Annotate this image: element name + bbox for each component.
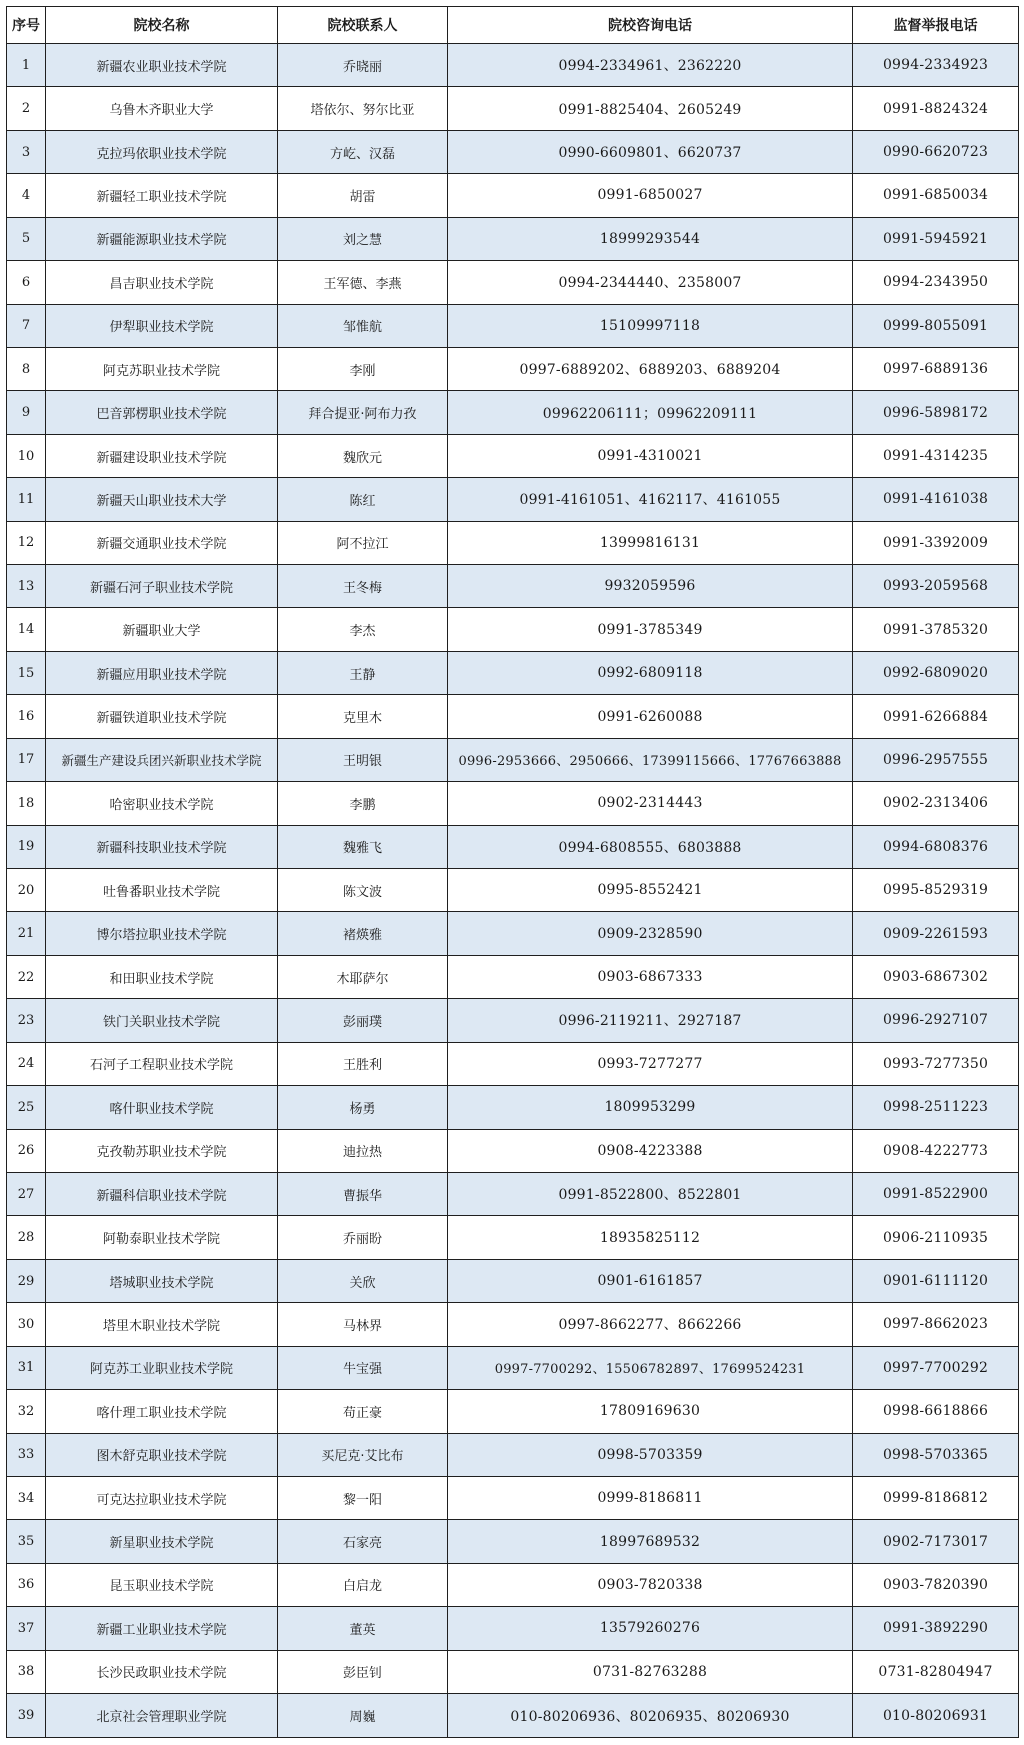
header-inquiry-phone: 院校咨询电话 xyxy=(448,7,853,44)
table-row xyxy=(7,1172,1019,1215)
report-phone: 0996-2957555 xyxy=(853,738,1019,781)
contact-person: 白启龙 xyxy=(278,1563,448,1606)
contact-person: 阿不拉江 xyxy=(278,521,448,564)
report-phone: 0902-2313406 xyxy=(853,782,1019,825)
row-index: 25 xyxy=(7,1086,46,1129)
header-school-name: 院校名称 xyxy=(46,7,278,44)
report-phone: 0903-6867302 xyxy=(853,955,1019,998)
inquiry-phone: 0996-2953666、2950666、17399115666、17767663888 xyxy=(448,738,853,781)
school-name: 新星职业技术学院 xyxy=(46,1520,278,1563)
report-phone: 0991-3392009 xyxy=(853,521,1019,564)
school-name: 铁门关职业技术学院 xyxy=(46,999,278,1042)
inquiry-phone: 0731-82763288 xyxy=(448,1650,853,1693)
row-index: 18 xyxy=(7,782,46,825)
table-row xyxy=(7,347,1019,390)
inquiry-phone: 0994-6808555、6803888 xyxy=(448,825,853,868)
contact-person: 董英 xyxy=(278,1607,448,1650)
row-index: 31 xyxy=(7,1346,46,1389)
inquiry-phone: 0991-3785349 xyxy=(448,608,853,651)
inquiry-phone: 0994-2334961、2362220 xyxy=(448,44,853,87)
table-row xyxy=(7,521,1019,564)
inquiry-phone: 18935825112 xyxy=(448,1216,853,1259)
contact-person: 李杰 xyxy=(278,608,448,651)
school-name: 新疆轻工职业技术学院 xyxy=(46,174,278,217)
report-phone: 0901-6111120 xyxy=(853,1259,1019,1302)
inquiry-phone: 0991-6850027 xyxy=(448,174,853,217)
table-row xyxy=(7,1346,1019,1389)
table-row xyxy=(7,825,1019,868)
table-row xyxy=(7,304,1019,347)
report-phone: 0997-8662023 xyxy=(853,1303,1019,1346)
table-row xyxy=(7,955,1019,998)
contact-person: 牛宝强 xyxy=(278,1346,448,1389)
contact-person: 褚煐雅 xyxy=(278,912,448,955)
report-phone: 0903-7820390 xyxy=(853,1563,1019,1606)
inquiry-phone: 0997-6889202、6889203、6889204 xyxy=(448,347,853,390)
table-row xyxy=(7,1042,1019,1085)
school-name: 新疆应用职业技术学院 xyxy=(46,651,278,694)
school-name: 新疆建设职业技术学院 xyxy=(46,434,278,477)
school-name: 北京社会管理职业学院 xyxy=(46,1694,278,1738)
contact-person: 魏雅飞 xyxy=(278,825,448,868)
table-row xyxy=(7,1086,1019,1129)
inquiry-phone: 13579260276 xyxy=(448,1607,853,1650)
report-phone: 0994-2334923 xyxy=(853,44,1019,87)
table-row xyxy=(7,1694,1019,1738)
school-name: 新疆天山职业技术大学 xyxy=(46,478,278,521)
contact-person: 拜合提亚·阿布力孜 xyxy=(278,391,448,434)
contact-person: 黎一阳 xyxy=(278,1476,448,1519)
school-name: 和田职业技术学院 xyxy=(46,955,278,998)
table-row xyxy=(7,565,1019,608)
contact-person: 彭臣钊 xyxy=(278,1650,448,1693)
report-phone: 0993-7277350 xyxy=(853,1042,1019,1085)
school-name: 喀什理工职业技术学院 xyxy=(46,1390,278,1433)
school-name: 新疆农业职业技术学院 xyxy=(46,44,278,87)
contact-person: 塔依尔、努尔比亚 xyxy=(278,87,448,130)
row-index: 5 xyxy=(7,217,46,260)
report-phone: 0991-3892290 xyxy=(853,1607,1019,1650)
report-phone: 0994-6808376 xyxy=(853,825,1019,868)
row-index: 37 xyxy=(7,1607,46,1650)
school-name: 博尔塔拉职业技术学院 xyxy=(46,912,278,955)
table-row xyxy=(7,1476,1019,1519)
school-name: 喀什职业技术学院 xyxy=(46,1086,278,1129)
contact-person: 刘之慧 xyxy=(278,217,448,260)
row-index: 6 xyxy=(7,261,46,304)
contact-person: 胡雷 xyxy=(278,174,448,217)
table-row xyxy=(7,912,1019,955)
report-phone: 0991-8522900 xyxy=(853,1172,1019,1215)
row-index: 4 xyxy=(7,174,46,217)
inquiry-phone: 17809169630 xyxy=(448,1390,853,1433)
table-row xyxy=(7,1433,1019,1476)
row-index: 38 xyxy=(7,1650,46,1693)
row-index: 23 xyxy=(7,999,46,1042)
table-row xyxy=(7,608,1019,651)
header-contact-person: 院校联系人 xyxy=(278,7,448,44)
report-phone: 0995-8529319 xyxy=(853,869,1019,912)
row-index: 29 xyxy=(7,1259,46,1302)
inquiry-phone: 0993-7277277 xyxy=(448,1042,853,1085)
inquiry-phone: 0995-8552421 xyxy=(448,869,853,912)
contact-person: 杨勇 xyxy=(278,1086,448,1129)
report-phone: 0996-5898172 xyxy=(853,391,1019,434)
school-name: 塔城职业技术学院 xyxy=(46,1259,278,1302)
report-phone: 0992-6809020 xyxy=(853,651,1019,694)
table-row xyxy=(7,869,1019,912)
report-phone: 0731-82804947 xyxy=(853,1650,1019,1693)
school-name: 阿克苏职业技术学院 xyxy=(46,347,278,390)
row-index: 2 xyxy=(7,87,46,130)
row-index: 3 xyxy=(7,130,46,173)
contact-person: 关欣 xyxy=(278,1259,448,1302)
row-index: 9 xyxy=(7,391,46,434)
school-name: 昌吉职业技术学院 xyxy=(46,261,278,304)
inquiry-phone: 0997-8662277、8662266 xyxy=(448,1303,853,1346)
inquiry-phone: 9932059596 xyxy=(448,565,853,608)
school-name: 可克达拉职业技术学院 xyxy=(46,1476,278,1519)
contact-person: 苟正豪 xyxy=(278,1390,448,1433)
report-phone: 0906-2110935 xyxy=(853,1216,1019,1259)
contact-person: 方屹、汉磊 xyxy=(278,130,448,173)
school-contacts-table xyxy=(6,6,1019,1738)
contact-person: 魏欣元 xyxy=(278,434,448,477)
table-row xyxy=(7,174,1019,217)
row-index: 16 xyxy=(7,695,46,738)
school-name: 长沙民政职业技术学院 xyxy=(46,1650,278,1693)
school-name: 石河子工程职业技术学院 xyxy=(46,1042,278,1085)
inquiry-phone: 0903-6867333 xyxy=(448,955,853,998)
table-row xyxy=(7,1216,1019,1259)
table-header-row xyxy=(7,7,1019,44)
inquiry-phone: 0991-6260088 xyxy=(448,695,853,738)
report-phone: 0991-5945921 xyxy=(853,217,1019,260)
school-name: 新疆石河子职业技术学院 xyxy=(46,565,278,608)
inquiry-phone: 0994-2344440、2358007 xyxy=(448,261,853,304)
row-index: 21 xyxy=(7,912,46,955)
contact-person: 马林界 xyxy=(278,1303,448,1346)
inquiry-phone: 09962206111；09962209111 xyxy=(448,391,853,434)
inquiry-phone: 0992-6809118 xyxy=(448,651,853,694)
row-index: 13 xyxy=(7,565,46,608)
report-phone: 0997-6889136 xyxy=(853,347,1019,390)
inquiry-phone: 0996-2119211、2927187 xyxy=(448,999,853,1042)
report-phone: 0999-8186812 xyxy=(853,1476,1019,1519)
table-row xyxy=(7,391,1019,434)
inquiry-phone: 1809953299 xyxy=(448,1086,853,1129)
table-row xyxy=(7,478,1019,521)
table-body xyxy=(7,44,1019,1738)
table-row xyxy=(7,1563,1019,1606)
row-index: 39 xyxy=(7,1694,46,1738)
row-index: 19 xyxy=(7,825,46,868)
table-row xyxy=(7,1129,1019,1172)
row-index: 7 xyxy=(7,304,46,347)
contact-person: 石家亮 xyxy=(278,1520,448,1563)
inquiry-phone: 0997-7700292、15506782897、17699524231 xyxy=(448,1346,853,1389)
school-name: 新疆交通职业技术学院 xyxy=(46,521,278,564)
report-phone: 0997-7700292 xyxy=(853,1346,1019,1389)
row-index: 20 xyxy=(7,869,46,912)
contact-person: 邹惟航 xyxy=(278,304,448,347)
contact-person: 陈红 xyxy=(278,478,448,521)
inquiry-phone: 0901-6161857 xyxy=(448,1259,853,1302)
report-phone: 0991-6850034 xyxy=(853,174,1019,217)
school-name: 新疆科信职业技术学院 xyxy=(46,1172,278,1215)
contact-person: 王静 xyxy=(278,651,448,694)
report-phone: 0996-2927107 xyxy=(853,999,1019,1042)
contact-person: 李鹏 xyxy=(278,782,448,825)
table-row xyxy=(7,651,1019,694)
table-row xyxy=(7,738,1019,781)
inquiry-phone: 18999293544 xyxy=(448,217,853,260)
contact-person: 王胜利 xyxy=(278,1042,448,1085)
school-name: 昆玉职业技术学院 xyxy=(46,1563,278,1606)
report-phone: 0909-2261593 xyxy=(853,912,1019,955)
table-row xyxy=(7,261,1019,304)
school-name: 克孜勒苏职业技术学院 xyxy=(46,1129,278,1172)
inquiry-phone: 0902-2314443 xyxy=(448,782,853,825)
header-index: 序号 xyxy=(7,7,46,44)
inquiry-phone: 0999-8186811 xyxy=(448,1476,853,1519)
school-name: 巴音郭楞职业技术学院 xyxy=(46,391,278,434)
row-index: 14 xyxy=(7,608,46,651)
row-index: 36 xyxy=(7,1563,46,1606)
inquiry-phone: 0903-7820338 xyxy=(448,1563,853,1606)
header-report-phone: 监督举报电话 xyxy=(853,7,1019,44)
row-index: 32 xyxy=(7,1390,46,1433)
table-row xyxy=(7,999,1019,1042)
table-row xyxy=(7,695,1019,738)
school-name: 乌鲁木齐职业大学 xyxy=(46,87,278,130)
table-row xyxy=(7,1303,1019,1346)
row-index: 15 xyxy=(7,651,46,694)
inquiry-phone: 0991-4310021 xyxy=(448,434,853,477)
row-index: 12 xyxy=(7,521,46,564)
inquiry-phone: 0990-6609801、6620737 xyxy=(448,130,853,173)
table-row xyxy=(7,1650,1019,1693)
inquiry-phone: 0909-2328590 xyxy=(448,912,853,955)
contact-person: 木耶萨尔 xyxy=(278,955,448,998)
inquiry-phone: 0991-8522800、8522801 xyxy=(448,1172,853,1215)
school-name: 新疆科技职业技术学院 xyxy=(46,825,278,868)
report-phone: 0993-2059568 xyxy=(853,565,1019,608)
row-index: 24 xyxy=(7,1042,46,1085)
contact-person: 曹振华 xyxy=(278,1172,448,1215)
report-phone: 0994-2343950 xyxy=(853,261,1019,304)
school-name: 阿勒泰职业技术学院 xyxy=(46,1216,278,1259)
row-index: 17 xyxy=(7,738,46,781)
table-row xyxy=(7,87,1019,130)
row-index: 8 xyxy=(7,347,46,390)
inquiry-phone: 13999816131 xyxy=(448,521,853,564)
school-name: 新疆铁道职业技术学院 xyxy=(46,695,278,738)
row-index: 11 xyxy=(7,478,46,521)
row-index: 33 xyxy=(7,1433,46,1476)
contact-person: 乔晓丽 xyxy=(278,44,448,87)
school-name: 哈密职业技术学院 xyxy=(46,782,278,825)
contact-person: 陈文波 xyxy=(278,869,448,912)
school-name: 克拉玛依职业技术学院 xyxy=(46,130,278,173)
report-phone: 0991-3785320 xyxy=(853,608,1019,651)
school-name: 塔里木职业技术学院 xyxy=(46,1303,278,1346)
table-row xyxy=(7,1259,1019,1302)
school-name: 阿克苏工业职业技术学院 xyxy=(46,1346,278,1389)
row-index: 35 xyxy=(7,1520,46,1563)
inquiry-phone: 0991-8825404、2605249 xyxy=(448,87,853,130)
contact-person: 王冬梅 xyxy=(278,565,448,608)
table-row xyxy=(7,782,1019,825)
table-row xyxy=(7,217,1019,260)
report-phone: 0999-8055091 xyxy=(853,304,1019,347)
contact-person: 彭丽璞 xyxy=(278,999,448,1042)
contact-person: 周巍 xyxy=(278,1694,448,1738)
school-name: 新疆职业大学 xyxy=(46,608,278,651)
row-index: 27 xyxy=(7,1172,46,1215)
row-index: 10 xyxy=(7,434,46,477)
row-index: 26 xyxy=(7,1129,46,1172)
table-row xyxy=(7,1607,1019,1650)
report-phone: 0902-7173017 xyxy=(853,1520,1019,1563)
table-row xyxy=(7,434,1019,477)
row-index: 28 xyxy=(7,1216,46,1259)
report-phone: 0991-8824324 xyxy=(853,87,1019,130)
inquiry-phone: 0991-4161051、4162117、4161055 xyxy=(448,478,853,521)
row-index: 34 xyxy=(7,1476,46,1519)
school-name: 图木舒克职业技术学院 xyxy=(46,1433,278,1476)
school-name: 新疆工业职业技术学院 xyxy=(46,1607,278,1650)
report-phone: 0991-4161038 xyxy=(853,478,1019,521)
table-row xyxy=(7,1390,1019,1433)
inquiry-phone: 010-80206936、80206935、80206930 xyxy=(448,1694,853,1738)
report-phone: 0998-2511223 xyxy=(853,1086,1019,1129)
inquiry-phone: 15109997118 xyxy=(448,304,853,347)
report-phone: 0998-5703365 xyxy=(853,1433,1019,1476)
report-phone: 0991-6266884 xyxy=(853,695,1019,738)
inquiry-phone: 0998-5703359 xyxy=(448,1433,853,1476)
school-name: 伊犁职业技术学院 xyxy=(46,304,278,347)
inquiry-phone: 18997689532 xyxy=(448,1520,853,1563)
report-phone: 0991-4314235 xyxy=(853,434,1019,477)
inquiry-phone: 0908-4223388 xyxy=(448,1129,853,1172)
row-index: 1 xyxy=(7,44,46,87)
contact-person: 买尼克·艾比布 xyxy=(278,1433,448,1476)
contact-person: 王军德、李燕 xyxy=(278,261,448,304)
contact-person: 王明银 xyxy=(278,738,448,781)
table-row xyxy=(7,1520,1019,1563)
row-index: 22 xyxy=(7,955,46,998)
report-phone: 010-80206931 xyxy=(853,1694,1019,1738)
contact-person: 克里木 xyxy=(278,695,448,738)
report-phone: 0990-6620723 xyxy=(853,130,1019,173)
contact-person: 迪拉热 xyxy=(278,1129,448,1172)
school-name: 吐鲁番职业技术学院 xyxy=(46,869,278,912)
table-row xyxy=(7,130,1019,173)
school-name: 新疆生产建设兵团兴新职业技术学院 xyxy=(46,738,278,781)
report-phone: 0998-6618866 xyxy=(853,1390,1019,1433)
table-row xyxy=(7,44,1019,87)
report-phone: 0908-4222773 xyxy=(853,1129,1019,1172)
contact-person: 李刚 xyxy=(278,347,448,390)
contact-person: 乔丽盼 xyxy=(278,1216,448,1259)
school-name: 新疆能源职业技术学院 xyxy=(46,217,278,260)
row-index: 30 xyxy=(7,1303,46,1346)
